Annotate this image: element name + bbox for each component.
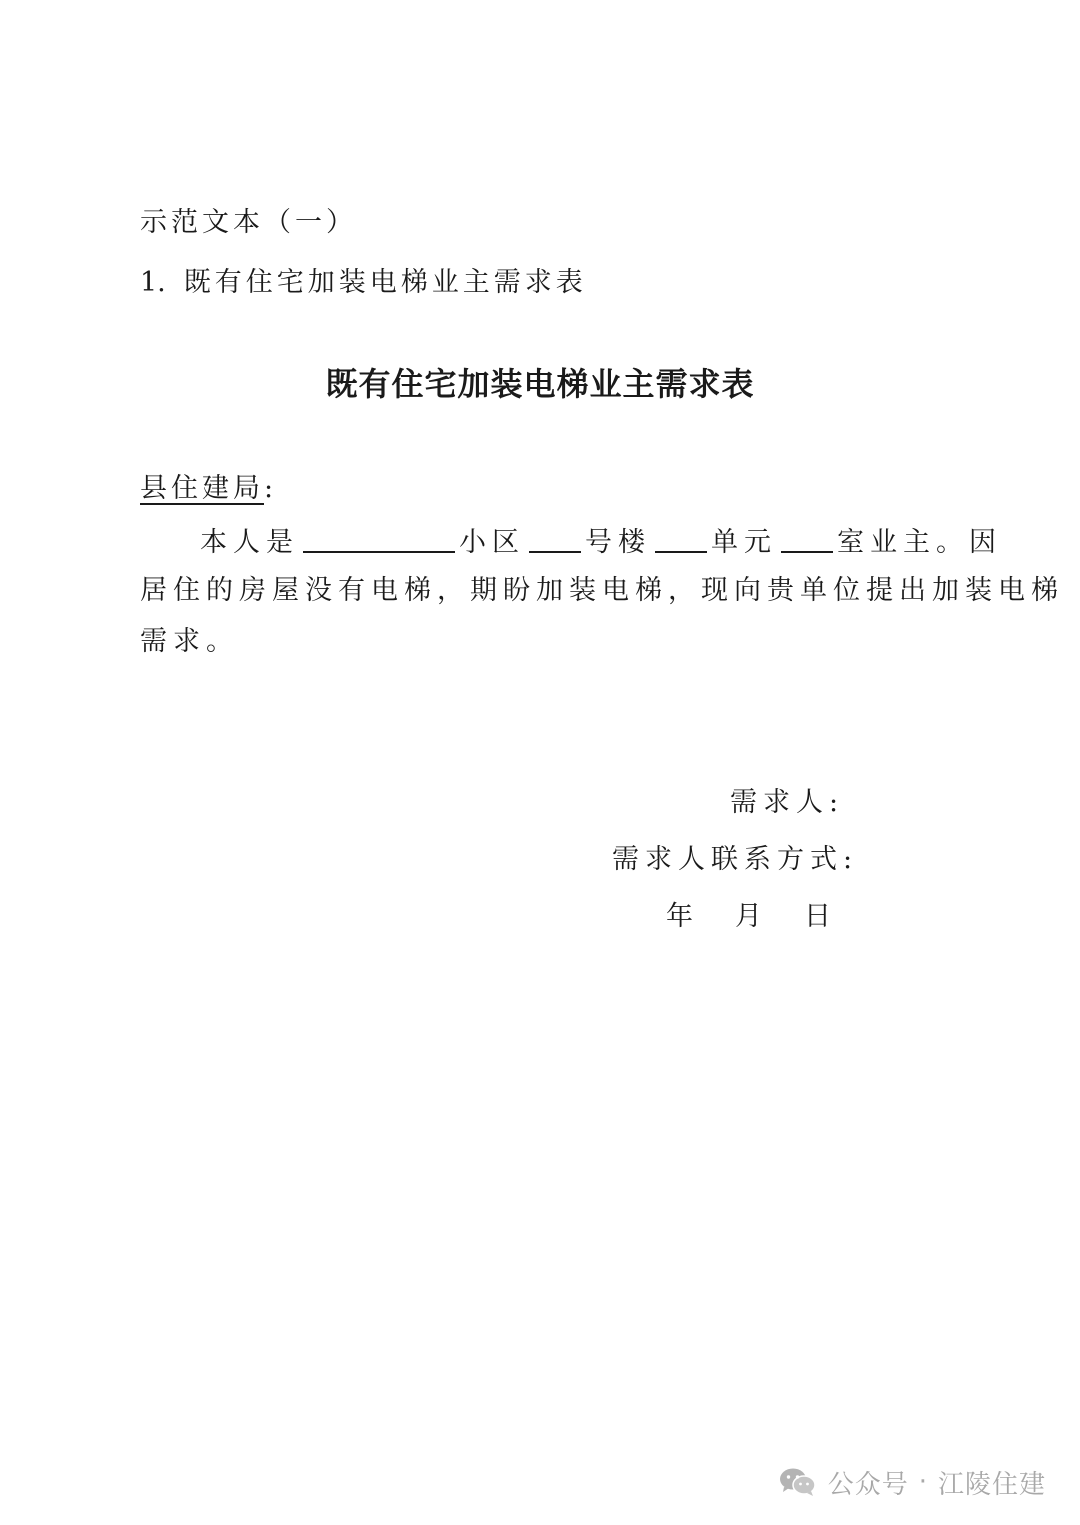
day-label: 日 — [804, 901, 831, 932]
watermark-account-name: 江陵住建 — [937, 1469, 1046, 1500]
community-suffix: 小区 — [459, 527, 525, 558]
body-line-3: 需求。 — [140, 626, 239, 657]
community-blank[interactable] — [303, 525, 455, 553]
year-label: 年 — [666, 901, 693, 932]
body-line-2: 居住的房屋没有电梯，期盼加装电梯，现向贵单位提出加装电梯 — [140, 575, 1064, 606]
wechat-icon — [778, 1466, 818, 1498]
sample-label: 示范文本（一） — [140, 207, 357, 238]
addressee-name: 县住建局 — [140, 473, 264, 504]
building-suffix: 号楼 — [585, 527, 651, 558]
contact-label: 需求人联系方式: — [612, 844, 859, 875]
body-prefix: 本人是 — [200, 527, 299, 558]
requester-label: 需求人: — [730, 787, 845, 818]
watermark — [778, 1462, 1046, 1502]
document-title: 既有住宅加装电梯业主需求表 — [325, 365, 755, 403]
room-suffix: 室业主。因 — [837, 527, 1002, 558]
unit-blank[interactable] — [655, 525, 707, 553]
unit-suffix: 单元 — [711, 527, 777, 558]
item-number: 1. — [140, 267, 166, 298]
item-title: 既有住宅加装电梯业主需求表 — [183, 267, 587, 298]
item-heading — [140, 266, 587, 300]
watermark-separator: · — [918, 1467, 928, 1497]
room-blank[interactable] — [781, 525, 833, 553]
date-line — [666, 900, 831, 934]
watermark-account-type: 公众号 — [827, 1469, 909, 1500]
body-line-1 — [200, 523, 1002, 560]
addressee — [140, 472, 277, 506]
building-blank[interactable] — [529, 525, 581, 553]
addressee-colon: : — [264, 473, 278, 504]
month-label: 月 — [735, 901, 762, 932]
